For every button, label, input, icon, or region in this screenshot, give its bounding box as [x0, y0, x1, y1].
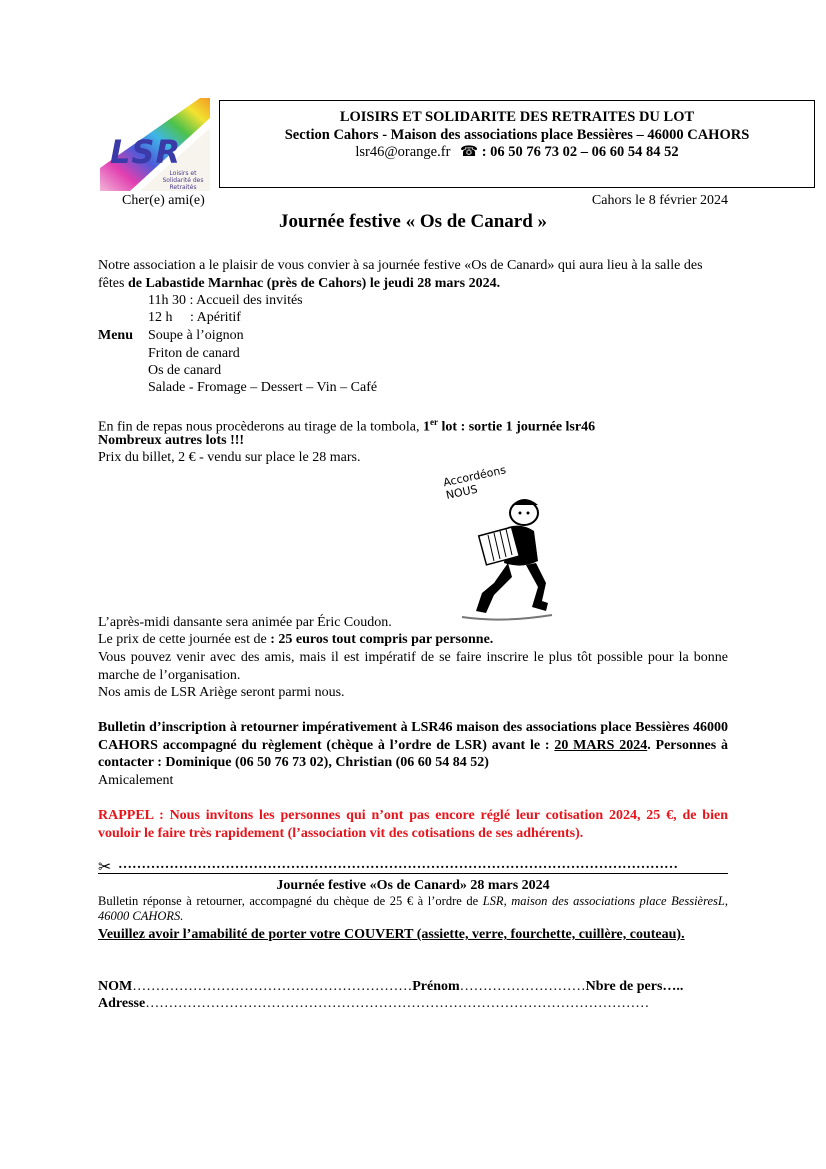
tombola-price: Prix du billet, 2 € - vendu sur place le 28 mars. [98, 450, 361, 465]
accordion-illustration [442, 465, 562, 625]
menu-item: Soupe à l’oignon [148, 328, 244, 343]
prenom-field[interactable]: ……………………… [459, 979, 586, 994]
price-line [98, 631, 728, 649]
tombola-prize: lot : sortie 1 journée lsr46 [438, 419, 596, 435]
reply-address: LSR, maison des associations place BessièresL, 46000 CAHORS. [98, 894, 728, 923]
scissors-icon: ✂ [98, 857, 112, 876]
org-phones: : 06 50 76 73 02 – 06 60 54 84 52 [481, 144, 679, 160]
intro-venue: de Labastide Marnhac (près de Cahors) le jeudi 28 mars 2024. [127, 275, 501, 291]
org-address: Section Cahors - Maison des associations place Bessières – 46000 CAHORS [284, 126, 750, 143]
reply-title: Journée festive «Os de Canard» 28 mars 2024 [276, 878, 550, 893]
adresse-field[interactable]: ……………………………………………………………………………………………… [145, 996, 650, 1011]
intro-paragraph [98, 257, 728, 292]
prenom-label: Prénom [412, 979, 460, 994]
tombola-prize-sup: er [430, 417, 439, 427]
bulletin-deadline: 20 MARS 2024 [554, 737, 648, 753]
illustration-caption: Accordéons NOUS [442, 463, 508, 502]
org-email: lsr46@orange.fr [355, 144, 451, 160]
letter-date: Cahors le 8 février 2024 [591, 193, 728, 208]
menu-item: Friton de canard [148, 346, 240, 361]
cut-line: ………………………………………………………………………………………………………… [118, 857, 678, 872]
phone-icon: ☎ [460, 144, 479, 160]
form-line-adresse [98, 995, 649, 1013]
logo-text: LSR [110, 133, 182, 171]
menu-item: Os de canard [148, 363, 222, 378]
reply-text: Bulletin réponse à retourner, accompagné du chèque de 25 € à l’ordre de [98, 894, 483, 908]
lsr-logo [100, 98, 210, 191]
intro-text: Notre association a le plaisir de vous convier à sa journée festive «Os de Canard» qui aura lieu à la salle des fêtes [98, 258, 703, 291]
reply-instructions [98, 894, 728, 924]
form-line-nom [98, 978, 683, 996]
page-title: Journée festive « Os de Canard » [278, 211, 548, 232]
org-name: LOISIRS ET SOLIDARITE DES RETRAITES DU LOT [339, 109, 695, 125]
tombola-text: En fin de repas nous procèderons au tirage de la tombola, [98, 419, 424, 435]
ariege-line: Nos amis de LSR Ariège seront parmi nous. [98, 685, 345, 700]
org-contact [220, 144, 814, 162]
cut-rule [98, 873, 728, 874]
tombola-others: Nombreux autres lots !!! [98, 433, 245, 448]
adresse-label: Adresse [98, 996, 146, 1011]
afternoon-line: L’après-midi dansante sera animée par Éric Coudon. [98, 615, 392, 630]
greeting: Cher(e) ami(e) [122, 193, 205, 208]
logo-subtitle: Loisirs et Solidarité des Retraités [162, 170, 204, 191]
price-text: Le prix de cette journée est de [98, 632, 271, 647]
friends-paragraph: Vous pouvez venir avec des amis, mais il est impératif de se faire inscrire le plus tôt possible pour la bonne marche de l’organisation. [98, 650, 728, 683]
bulletin-paragraph [98, 719, 728, 772]
menu-item: Salade - Fromage – Dessert – Vin – Café [148, 380, 378, 395]
header-box [219, 100, 815, 188]
closing: Amicalement [98, 773, 174, 788]
tombola-prize-num: 1 [423, 419, 431, 435]
menu-label: Menu [98, 328, 133, 343]
nbre-label: Nbre de pers….. [585, 979, 684, 994]
bulletin-contacts: . Personnes à contacter : Dominique (06 50 76 73 02), Christian (06 60 54 84 52) [98, 737, 728, 770]
nom-field[interactable]: …………………………………………………… [132, 979, 413, 994]
schedule-aperitif: 12 h : Apéritif [148, 310, 241, 325]
schedule-welcome: 11h 30 : Accueil des invités [148, 293, 303, 308]
price-amount: : 25 euros tout compris par personne. [270, 632, 494, 647]
couvert-notice: Veuillez avoir l’amabilité de porter votre COUVERT (assiette, verre, fourchette, cuillère, couteau). [98, 927, 685, 942]
bulletin-text: Bulletin d’inscription à retourner impérativement à LSR46 maison des associations place Bessières 46000 CAHORS accompagné du règlement (chèque à l’ordre de LSR) avant le : [98, 720, 728, 753]
nom-label: NOM [98, 979, 133, 994]
reminder-paragraph: RAPPEL : Nous invitons les personnes qui n’ont pas encore réglé leur cotisation 2024, 25 €, de bien vouloir le faire très rapidement (l’association vit des cotisations de ses adhérents). [98, 808, 728, 841]
